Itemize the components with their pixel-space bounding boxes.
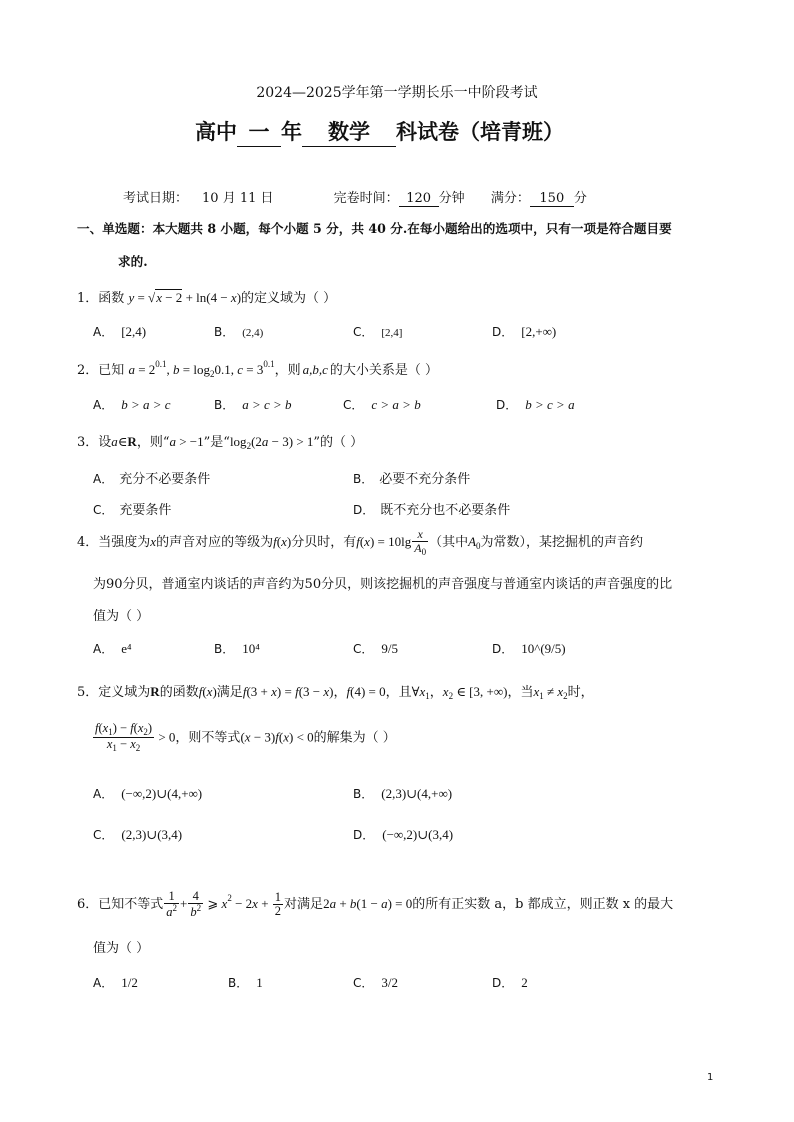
title-suffix: 科试卷（培青班） (396, 120, 564, 144)
q3-option-b[interactable]: B． 必要不充分条件 (353, 472, 471, 487)
option-value: (2,4) (242, 327, 264, 339)
score-unit: 分 (573, 191, 587, 206)
option-value: 充要条件 (119, 503, 172, 518)
option-value: c > a > b (371, 397, 421, 412)
q4-option-c[interactable]: C． 9/5 (353, 641, 399, 656)
question-5: 5．定义域为R的函数f(x)满足f(3 + x) = f(3 − x)，f(4) = 0，且$\forall x_1$，$x_2$ ∈ [3, +∞)，当$x_1 \ne x_2$时， (77, 684, 594, 701)
question-4-line2: 为90分贝，普通室内谈话的声音约为50分贝，则该挖掘机的声音强度与普通室内谈话的声音强度的比 (93, 577, 673, 592)
option-value: 3/2 (381, 975, 399, 990)
option-value: 既不充分也不必要条件 (380, 503, 511, 518)
q2-option-d[interactable]: D． b > c > a (496, 397, 575, 412)
q1-option-b[interactable]: B． (2,4) (214, 325, 264, 339)
q4-option-b[interactable]: B． 10⁴ (214, 641, 260, 656)
option-value: (−∞,2)∪(4,+∞) (121, 786, 203, 801)
option-value: 2 (521, 975, 528, 990)
q4-option-d[interactable]: D． 10^(9/5) (492, 641, 566, 656)
question-4-line3: 值为（ ） (93, 609, 150, 624)
question-number: 6． (77, 897, 99, 913)
question-number: 1． (77, 291, 99, 306)
question-3: 3．设a∈R，则“a > −1”是“$\log_2(2a - 3) > 1$”的（ ） (77, 434, 364, 451)
option-value: [2,4] (381, 327, 403, 339)
option-value: 1 (256, 975, 263, 990)
question-6-line2: 值为（ ） (93, 941, 150, 956)
question-1: 1．函数 y = √x − 2 + ln(4 − x)的定义域为（ ） (77, 290, 337, 306)
question-number: 3． (77, 435, 99, 450)
exam-date-value: 10 月 11 日 (202, 191, 274, 206)
question-text: ，则 (274, 363, 301, 378)
question-text: ，则“ (136, 435, 170, 450)
q5-option-d[interactable]: D． (−∞,2)∪(3,4) (353, 827, 454, 842)
time-unit: 分钟 (438, 191, 465, 206)
q2-option-a[interactable]: A． b > a > c (93, 397, 171, 412)
time-value: 120 (399, 191, 439, 207)
q6-option-b[interactable]: B． 1 (228, 975, 263, 990)
page-number: 1 (707, 1072, 714, 1083)
q3-option-c[interactable]: C． 充要条件 (93, 503, 172, 518)
question-6: 6．已知不等式 $\frac{1}{a^2}$ + $\frac{4}{b^2}$ ⩾ $x^2 - 2x$ + $\frac{1}{2}$ 对满足2a + b(1 − a) = 0的所有正实数 a，b 都成立，则正数 x 的最大 (77, 889, 674, 920)
formula: y (128, 290, 135, 305)
paper-title (195, 116, 564, 147)
question-text: ”的（ ） (313, 435, 364, 450)
option-value: b > c > a (525, 397, 575, 412)
section-title-cont: 求的. (118, 254, 148, 269)
q2-option-c[interactable]: C． c > a > b (343, 397, 421, 412)
q6-option-a[interactable]: A． 1/2 (93, 975, 138, 990)
exam-date-label: 考试日期： (123, 191, 189, 206)
option-value: e⁴ (121, 641, 132, 656)
title-prefix: 高中 (195, 120, 237, 144)
option-value: b > a > c (121, 397, 171, 412)
subject-field: 数学 (302, 116, 396, 147)
option-value: 10^(9/5) (521, 641, 566, 656)
question-4: 4．当强度为x的声音对应的等级为f(x)分贝时，有f(x) = 10lg $\frac{x}{A_0}$ （其中$A_0$为常数），某挖掘机的声音约 (77, 527, 644, 557)
time-label: 完卷时间： (333, 191, 399, 206)
formula: $a = 2^{0.1}$, $b = \log_20.1$, $c = 3^{0.1}$ (128, 359, 275, 379)
option-value: [2,4) (121, 324, 147, 339)
q1-option-d[interactable]: D． [2,+∞) (492, 324, 557, 339)
q5-option-c[interactable]: C． (2,3)∪(3,4) (93, 827, 183, 842)
q2-option-b[interactable]: B． a > c > b (214, 397, 292, 412)
q6-option-c[interactable]: C． 3/2 (353, 975, 399, 990)
question-5-line2: $\frac{f(x_1) - f(x_2)}{x_1 - x_2}$ > 0，则不等式(x − 3)f(x) < 0的解集为（ ） (95, 721, 396, 754)
option-value: 10⁴ (242, 641, 260, 656)
question-text: 的大小关系是（ ） (329, 363, 439, 378)
q1-option-a[interactable]: A． [2,4) (93, 324, 147, 339)
grade-field: 一 (237, 116, 281, 147)
exam-info-row (123, 187, 587, 207)
section-title: 一、单选题：本大题共 8 小题，每个小题 5 分，共 40 分.在每小题给出的选项中，只有一项是符合题目要 (77, 221, 672, 236)
question-2: 2．已知 $a = 2^{0.1}$, $b = \log_20.1$, $c = 3^{0.1}$，则 a,b,c 的大小关系是（ ） (77, 359, 439, 379)
question-text: 的定义域为（ ） (241, 291, 337, 306)
option-value: 9/5 (381, 641, 399, 656)
question-text: ”是“ (203, 435, 230, 450)
question-text: 函数 (98, 291, 125, 306)
score-label: 满分： (490, 191, 530, 206)
q1-option-c[interactable]: C． [2,4] (353, 325, 403, 339)
option-value: 1/2 (121, 975, 138, 990)
q3-option-d[interactable]: D． 既不充分也不必要条件 (353, 503, 511, 518)
option-value: (−∞,2)∪(3,4) (382, 827, 454, 842)
option-value: (2,3)∪(4,+∞) (381, 786, 453, 801)
option-value: a > c > b (242, 397, 292, 412)
exam-title-line: 2024—2025学年第一学期长乐一中阶段考试 (256, 85, 538, 101)
question-number: 5． (77, 685, 99, 700)
q5-option-a[interactable]: A． (−∞,2)∪(4,+∞) (93, 786, 203, 801)
question-text: 设 (98, 435, 112, 450)
option-value: (2,3)∪(3,4) (121, 827, 183, 842)
q4-option-a[interactable]: A． e⁴ (93, 641, 132, 656)
question-number: 2． (77, 363, 99, 378)
q3-option-a[interactable]: A． 充分不必要条件 (93, 472, 211, 487)
q6-option-d[interactable]: D． 2 (492, 975, 528, 990)
title-mid: 年 (281, 120, 302, 144)
question-number: 4． (77, 535, 99, 551)
score-value: 150 (530, 191, 574, 207)
option-value: 必要不充分条件 (379, 472, 471, 487)
option-value: 充分不必要条件 (119, 472, 211, 487)
question-text: 已知 (98, 363, 125, 378)
option-value: [2,+∞) (521, 324, 557, 339)
q5-option-b[interactable]: B． (2,3)∪(4,+∞) (353, 786, 453, 801)
